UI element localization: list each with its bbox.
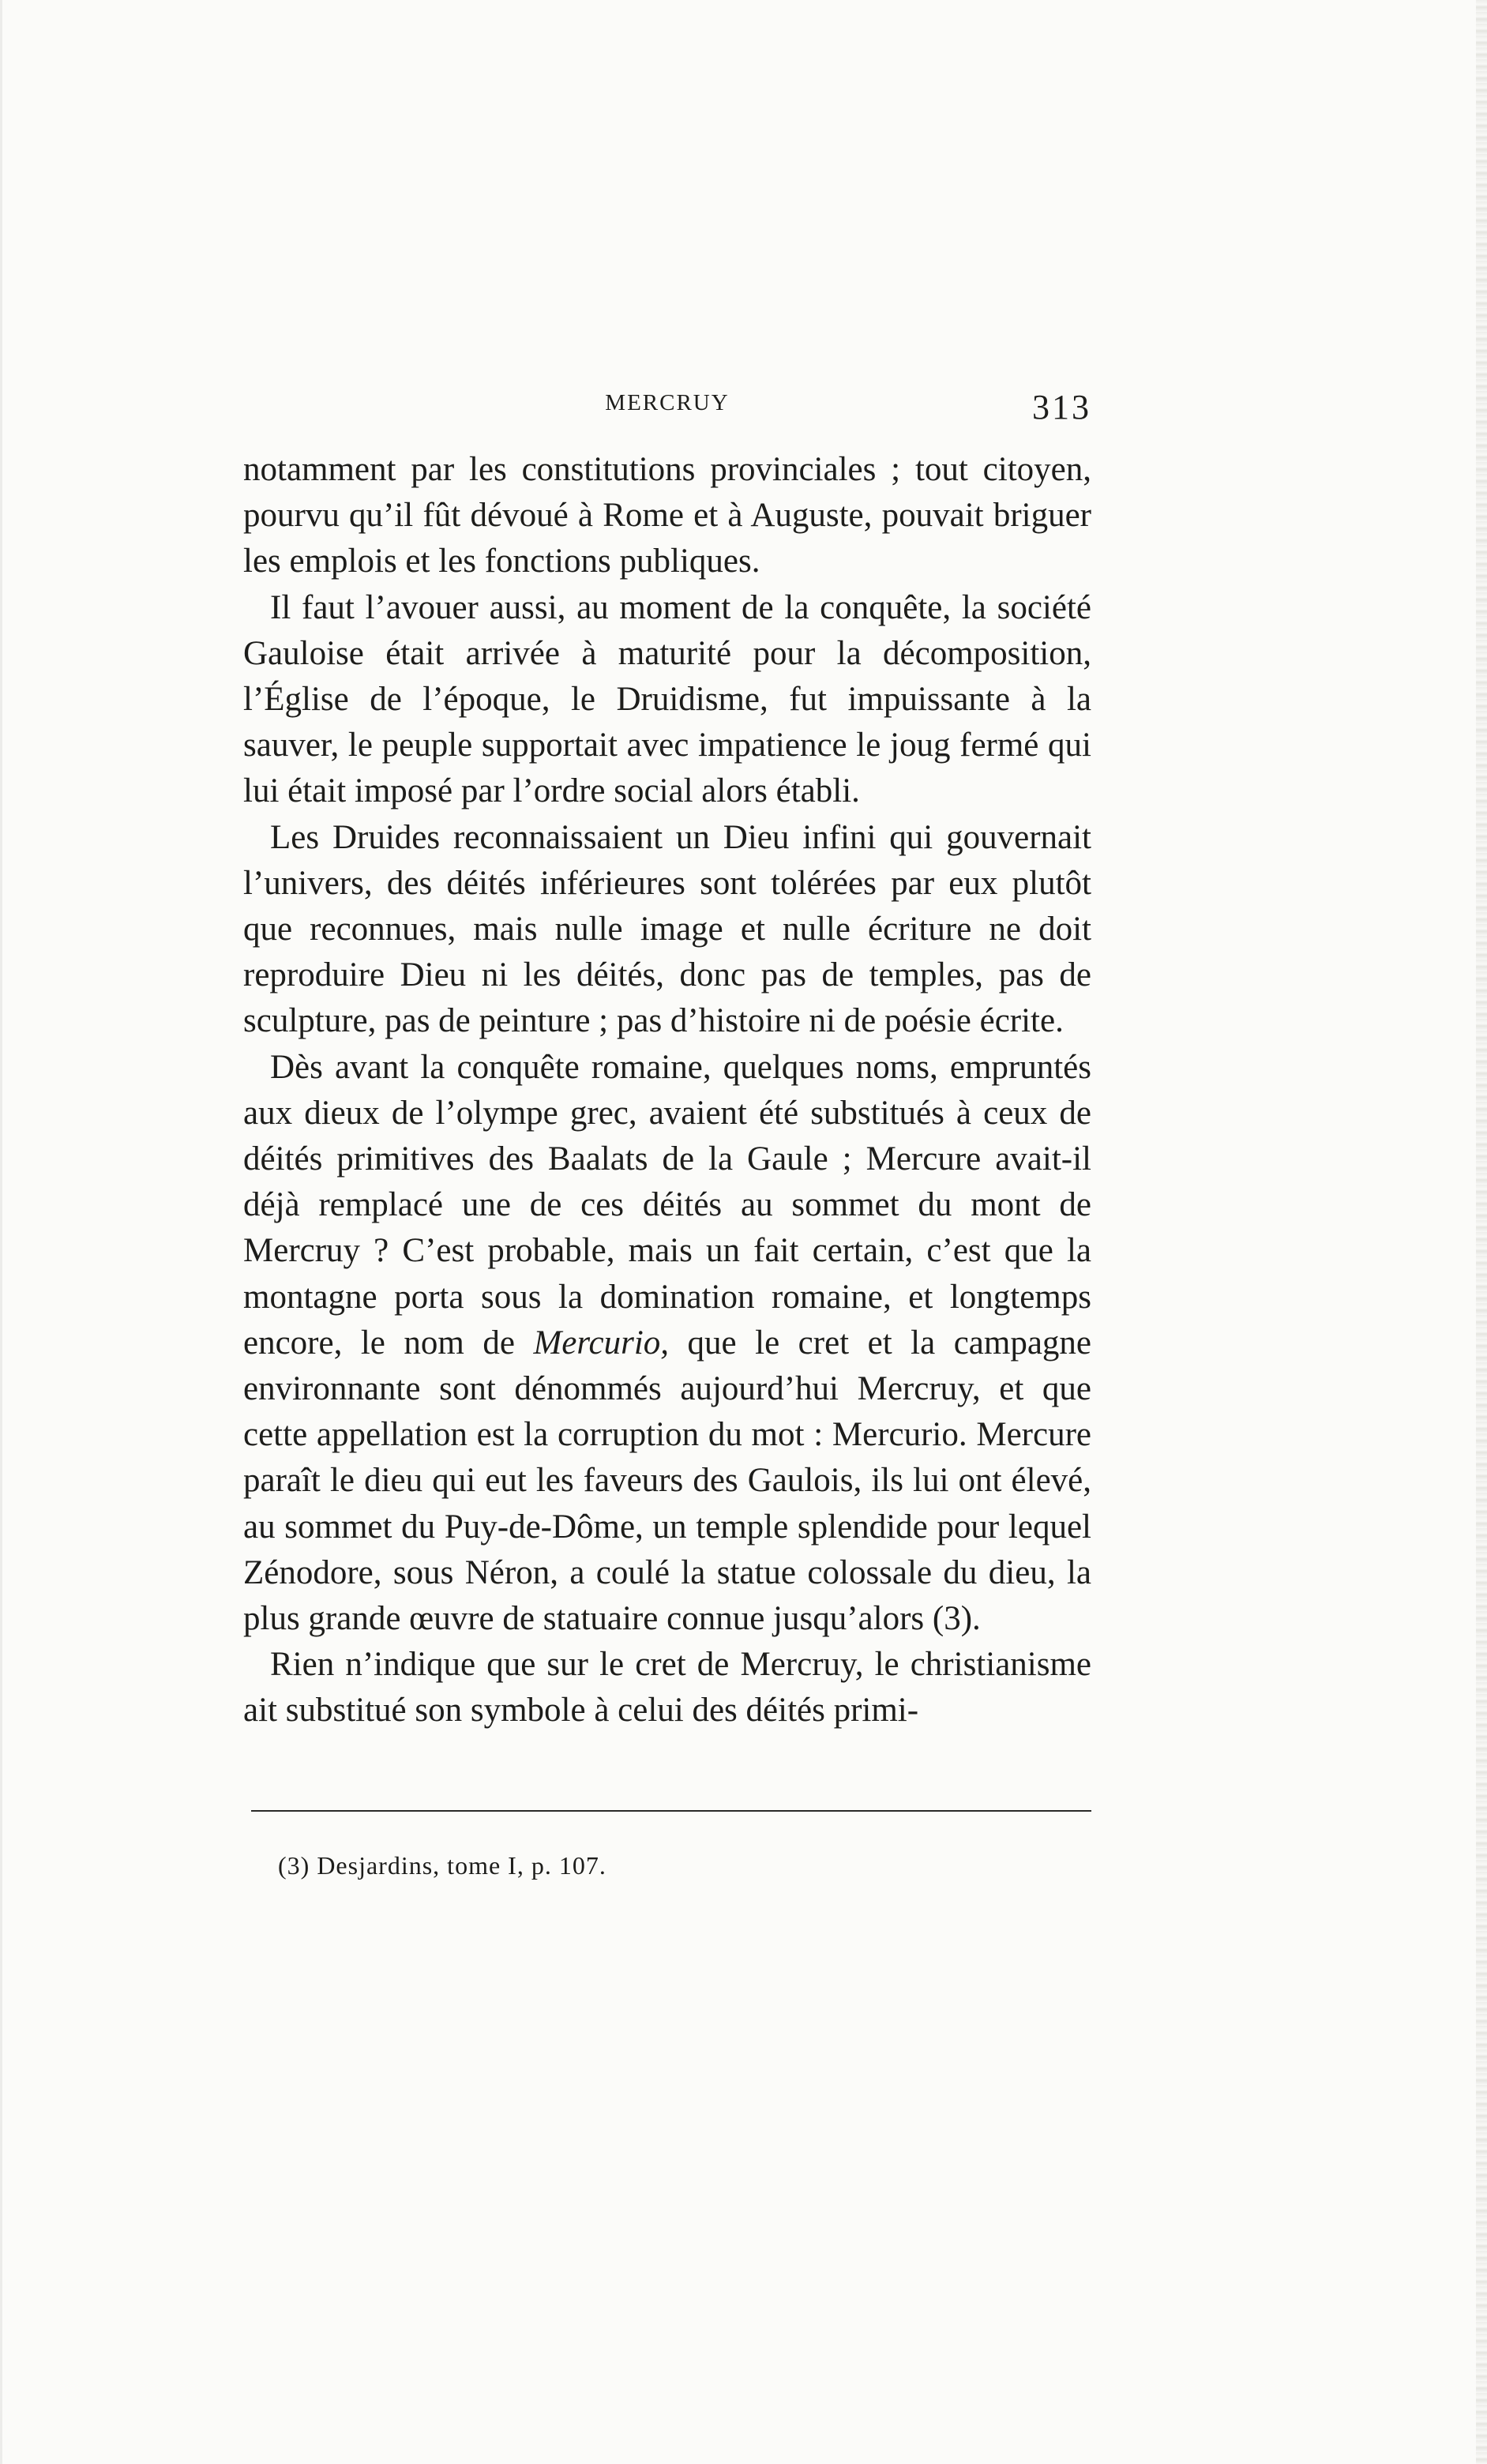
paragraph-3: Les Druides reconnaissaient un Dieu infini qui gouvernait l’univers, des déités inférieures sont tolérées par eux plutôt que reconnues, mais nulle image et nulle écriture ne doit reproduire Dieu ni les déités, donc pas de temples, pas de sculpture, pas de peinture ; pas d’histoire ni de poésie écrite.	[243, 818, 1091, 1040]
scan-edge-right	[1476, 0, 1487, 2464]
footnote: (3) Desjardins, tome I, p. 107.	[278, 1851, 606, 1880]
body-text	[243, 447, 1091, 1734]
paragraph-1: notamment par les constitutions provinciales ; tout citoyen, pourvu qu’il fût dévoué à Rome et à Auguste, pouvait briguer les emplois et les fonctions publiques.	[243, 451, 1091, 580]
scan-edge-left	[0, 0, 2, 2464]
paragraph-4	[243, 1045, 1091, 1643]
footnote-divider	[251, 1810, 1091, 1812]
running-title: MERCRUY	[605, 390, 730, 415]
paragraph-4-part-2: que le cret et la campagne environnante sont dénommés aujourd’hui Mercruy, et que cette appellation est la corruption du mot : Mercurio. Mercure paraît le dieu qui eut les faveurs des Gaulois, ils lui ont élevé, au sommet du Puy-de-Dôme, un temple splendide pour lequel Zénodore, sous Néron, a coulé la statue colossale du dieu, la plus grande œuvre de statuaire connue jusqu’alors (3).	[243, 1324, 1091, 1638]
paragraph-2: Il faut l’avouer aussi, au moment de la conquête, la société Gauloise était arrivée à maturité pour la décomposition, l’Église de l’époque, le Druidisme, fut impuissante à la sauver, le peuple supportait avec impatience le joug fermé qui lui était imposé par l’ordre social alors établi.	[243, 588, 1091, 810]
paragraph-4-italic-term: Mercurio,	[533, 1324, 670, 1362]
running-head	[243, 387, 1091, 434]
page-number: 313	[1032, 388, 1091, 426]
paragraph-5: Rien n’indique que sur le cret de Mercruy, le christianisme ait substitué son symbole à celui des déités primi-	[243, 1646, 1091, 1730]
paragraph-4-part-1: Dès avant la conquête romaine, quelques noms, empruntés aux dieux de l’olympe grec, avaient été substitués à ceux de déités primitives des Baalats de la Gaule ; Mercure avait-il déjà remplacé une de ces déités au sommet du mont de Mercruy ? C’est probable, mais un fait certain, c’est que la montagne porta sous la domination romaine, et longtemps encore, le nom de	[243, 1048, 1091, 1362]
